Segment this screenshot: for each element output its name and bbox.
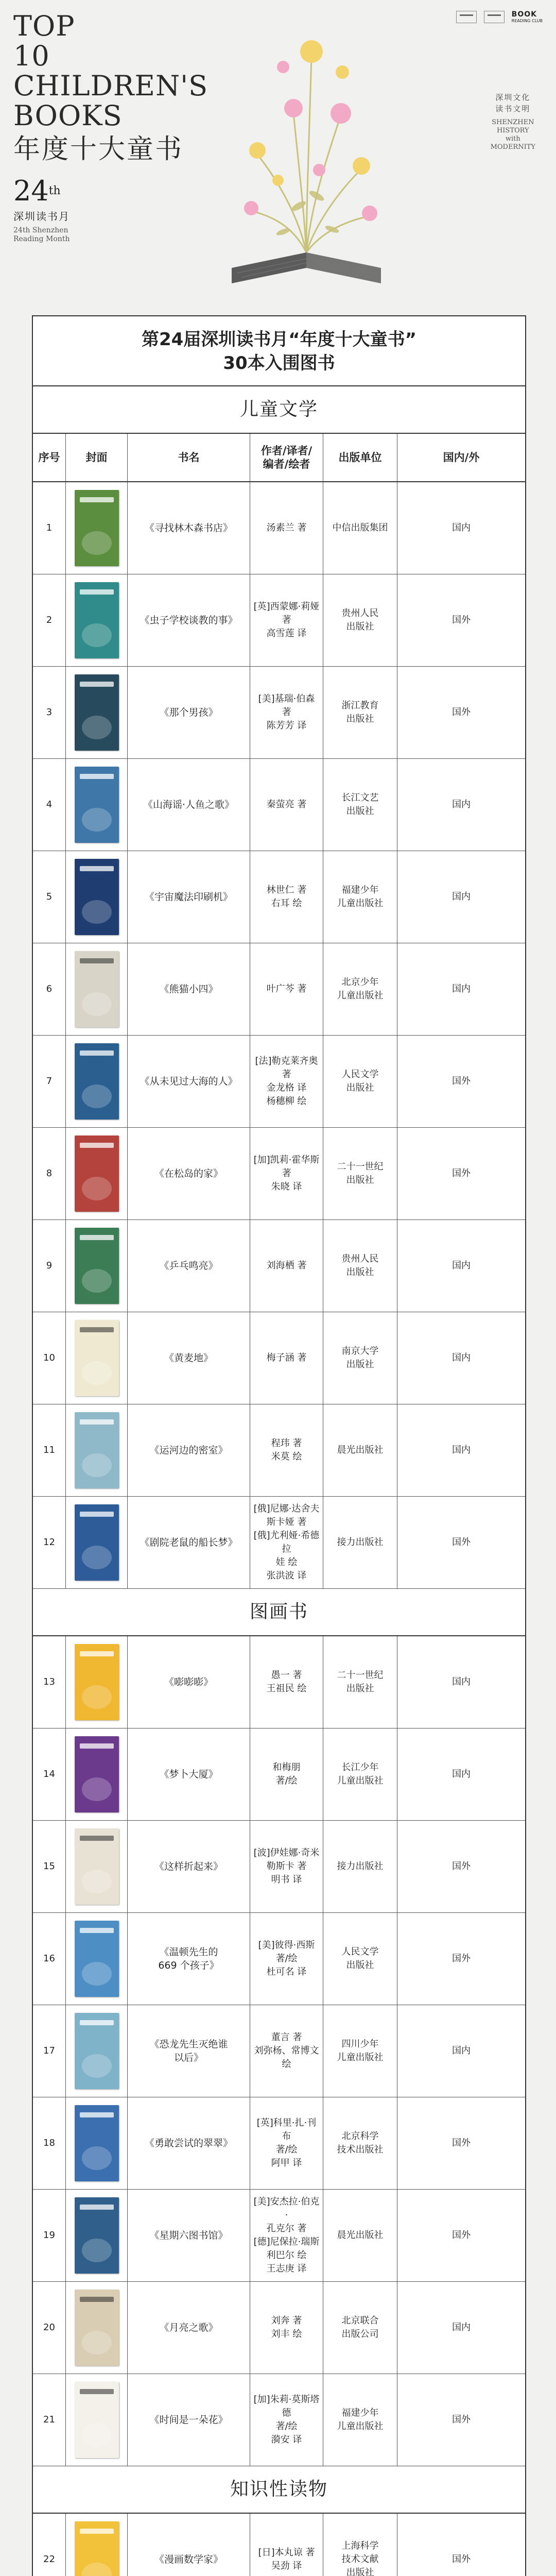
cell-publisher: 福建少年 儿童出版社 — [323, 851, 397, 943]
cell-cover — [66, 1497, 128, 1588]
table-row — [33, 2374, 525, 2466]
cell-author: [波]伊娃娜·奇米 勒斯卡 著 明书 译 — [250, 1821, 323, 1912]
title-en-line: 10 CHILDREN'S — [13, 40, 208, 102]
cell-region: 国内 — [452, 1260, 471, 1271]
table-title-line2: 30本入围图书 — [223, 353, 335, 374]
column-header-row — [33, 434, 525, 482]
title-en-line: TOP — [13, 10, 75, 42]
cell-author: [美]安杰拉·伯克· 孔克尔 著 [德]尼保拉·瑞斯 利巴尔 绘 王志庚 译 — [250, 2190, 323, 2281]
cell-cover — [66, 2005, 128, 2097]
edition-number-value: 24 — [13, 175, 49, 207]
table-row — [33, 1220, 525, 1312]
edition-number — [13, 176, 70, 206]
cell-cover — [66, 1913, 128, 2005]
cell-publisher: 人民文学 出版社 — [323, 1036, 397, 1127]
cell-publisher: 贵州人民 出版社 — [323, 1220, 397, 1312]
book-cover-image[interactable] — [75, 1736, 119, 1812]
cell-author: [加]凯莉·霍华斯 著 朱晓 译 — [250, 1128, 323, 1219]
table-row — [33, 1913, 525, 2005]
cell-number: 1 — [33, 482, 66, 574]
cell-region: 国内 — [452, 1445, 471, 1455]
cell-cover — [66, 759, 128, 851]
cell-publisher: 北京少年 儿童出版社 — [323, 943, 397, 1035]
table-row — [33, 2097, 525, 2190]
cell-title: 《虫子学校谈教的事》 — [128, 574, 250, 666]
book-cover-image[interactable] — [75, 2013, 119, 2089]
book-logo — [512, 10, 543, 23]
cell-title: 《那个男孩》 — [128, 667, 250, 758]
edition-en — [13, 226, 70, 244]
book-cover-image[interactable] — [75, 1921, 119, 1997]
cell-number: 11 — [33, 1404, 66, 1496]
book-cover-image[interactable] — [75, 767, 119, 843]
cell-number: 6 — [33, 943, 66, 1035]
slogan-en-line: HISTORY — [496, 127, 529, 134]
cell-number: 18 — [33, 2097, 66, 2189]
cell-region: 国内 — [452, 1769, 471, 1780]
cell-author: 刘奔 著 刘丰 绘 — [250, 2282, 323, 2374]
cell-author: 董言 著 刘弥杨、常博文 绘 — [250, 2005, 323, 2097]
col-region-header: 国内/外 — [443, 451, 480, 464]
book-cover-image[interactable] — [75, 2197, 119, 2274]
table-row — [33, 2190, 525, 2282]
cell-number: 22 — [33, 2514, 66, 2576]
cell-cover — [66, 943, 128, 1035]
slogan-en-line: with — [505, 135, 520, 143]
cell-author: [美]彼得·西斯 著/绘 杜可名 译 — [250, 1913, 323, 2005]
cell-region: 国外 — [452, 2554, 471, 2565]
cell-region: 国外 — [452, 2414, 471, 2425]
cell-number: 4 — [33, 759, 66, 851]
cell-number: 21 — [33, 2374, 66, 2466]
cell-author: 汤素兰 著 — [250, 482, 323, 574]
book-cover-image[interactable] — [75, 1136, 119, 1212]
flower-book-illustration-icon — [221, 10, 391, 299]
cell-region: 国外 — [452, 707, 471, 718]
cell-number: 12 — [33, 1497, 66, 1588]
title-en — [13, 11, 235, 131]
book-cover-image[interactable] — [75, 1412, 119, 1488]
table-row — [33, 2514, 525, 2576]
cell-author: [法]勒克莱齐奥 著 金龙格 译 杨穗柳 绘 — [250, 1036, 323, 1127]
book-cover-image[interactable] — [75, 1828, 119, 1905]
col-number-header: 序号 — [33, 434, 66, 481]
book-logo-sub: READING CLUB — [511, 19, 543, 23]
cell-publisher: 晨光出版社 — [323, 1404, 397, 1496]
cell-region: 国外 — [452, 1168, 471, 1179]
cell-cover — [66, 2190, 128, 2281]
shortlist-table — [32, 315, 526, 2576]
cell-region: 国外 — [452, 2138, 471, 2148]
cell-publisher: 接力出版社 — [323, 1821, 397, 1912]
cell-number: 19 — [33, 2190, 66, 2281]
cell-author: [美]基瑞·伯森 著 陈芳芳 译 — [250, 667, 323, 758]
table-row — [33, 1312, 525, 1404]
cell-title: 《漫画数学家》 — [128, 2514, 250, 2576]
slogan-en-line: SHENZHEN — [492, 118, 534, 126]
cell-publisher: 南京大学 出版社 — [323, 1312, 397, 1404]
cell-publisher: 四川少年 儿童出版社 — [323, 2005, 397, 2097]
table-row — [33, 667, 525, 759]
cell-region: 国外 — [452, 1076, 471, 1087]
cell-cover — [66, 1036, 128, 1127]
table-row — [33, 1128, 525, 1220]
slogan-cn-line: 深圳文化 — [495, 93, 531, 102]
cell-publisher: 长江少年 儿童出版社 — [323, 1728, 397, 1820]
organizer-logo-icon — [456, 11, 477, 23]
book-cover-image[interactable] — [75, 1043, 119, 1120]
cell-title: 《恐龙先生灭绝谁 以后》 — [128, 2005, 250, 2097]
cell-author: 梅子涵 著 — [250, 1312, 323, 1404]
book-cover-image[interactable] — [75, 2105, 119, 2181]
cell-cover — [66, 1220, 128, 1312]
cell-title: 《剧院老鼠的船长梦》 — [128, 1497, 250, 1588]
cell-author: 秦萤亮 著 — [250, 759, 323, 851]
book-cover-image[interactable] — [75, 2290, 119, 2366]
cell-publisher: 北京联合 出版公司 — [323, 2282, 397, 2374]
cell-author: 刘海栖 著 — [250, 1220, 323, 1312]
table-row — [33, 1404, 525, 1497]
table-row — [33, 1728, 525, 1821]
table-row — [33, 943, 525, 1036]
col-cover-header: 封面 — [66, 434, 128, 481]
title-en-line: BOOKS — [13, 99, 123, 132]
table-title-line1: 第24届深圳读书月“年度十大童书” — [141, 329, 416, 350]
cell-cover — [66, 1728, 128, 1820]
book-cover-image[interactable] — [75, 2382, 119, 2458]
cell-number: 17 — [33, 2005, 66, 2097]
col-title-header: 书名 — [128, 434, 250, 481]
edition-cn: 深圳读书月 — [13, 210, 70, 223]
cell-region: 国内 — [452, 1352, 471, 1363]
book-cover-image[interactable] — [75, 951, 119, 1027]
cell-cover — [66, 1128, 128, 1219]
cell-title: 《温顿先生的 669 个孩子》 — [128, 1913, 250, 2005]
cell-title: 《寻找林木森书店》 — [128, 482, 250, 574]
cell-cover — [66, 2097, 128, 2189]
cell-number: 5 — [33, 851, 66, 943]
cell-title: 《宇宙魔法印刷机》 — [128, 851, 250, 943]
cell-title: 《梦卜大厦》 — [128, 1728, 250, 1820]
cell-title: 《时间是一朵花》 — [128, 2374, 250, 2466]
cell-title: 《这样折起来》 — [128, 1821, 250, 1912]
slogan-en — [491, 118, 535, 151]
book-cover-image[interactable] — [75, 582, 119, 658]
cell-cover — [66, 482, 128, 574]
col-publisher-header: 出版单位 — [323, 434, 397, 481]
cell-region: 国内 — [452, 1676, 471, 1687]
cell-cover — [66, 851, 128, 943]
book-cover-image[interactable] — [75, 1228, 119, 1304]
cell-author: 叶广芩 著 — [250, 943, 323, 1035]
cell-publisher: 中信出版集团 — [323, 482, 397, 574]
book-cover-image[interactable] — [75, 859, 119, 935]
book-logo-text: BOOK — [511, 10, 537, 19]
table-row — [33, 2005, 525, 2097]
table-row — [33, 482, 525, 574]
table-sections — [33, 386, 525, 2576]
cell-number: 9 — [33, 1220, 66, 1312]
cell-cover — [66, 1821, 128, 1912]
cell-number: 16 — [33, 1913, 66, 2005]
cell-region: 国外 — [452, 615, 471, 625]
book-cover-image[interactable] — [75, 490, 119, 566]
cell-title: 《熊猫小四》 — [128, 943, 250, 1035]
cell-title: 《从未见过大海的人》 — [128, 1036, 250, 1127]
book-cover-image[interactable] — [75, 1320, 119, 1396]
section-heading: 知识性读物 — [33, 2466, 525, 2514]
cell-author: [英]西蒙娜·莉娅 著 高雪莲 译 — [250, 574, 323, 666]
cell-title: 《运河边的密室》 — [128, 1404, 250, 1496]
cell-region: 国内 — [452, 2322, 471, 2333]
cell-publisher: 贵州人民 出版社 — [323, 574, 397, 666]
cell-publisher: 二十一世纪 出版社 — [323, 1128, 397, 1219]
cell-publisher: 浙江教育 出版社 — [323, 667, 397, 758]
edition-block — [13, 176, 70, 244]
table-row — [33, 1036, 525, 1128]
cell-publisher: 北京科学 技术出版社 — [323, 2097, 397, 2189]
slogan — [491, 92, 535, 151]
cell-region: 国内 — [452, 2045, 471, 2056]
cell-cover — [66, 2374, 128, 2466]
table-row — [33, 851, 525, 943]
cell-region: 国外 — [452, 2230, 471, 2241]
slogan-cn-line: 读书文明 — [495, 104, 531, 113]
cell-publisher: 晨光出版社 — [323, 2190, 397, 2281]
cell-region: 国外 — [452, 1537, 471, 1548]
cell-region: 国内 — [452, 799, 471, 810]
cell-number: 7 — [33, 1036, 66, 1127]
cell-publisher: 上海科学 技术文献 出版社 — [323, 2514, 397, 2576]
section-heading: 儿童文学 — [33, 386, 525, 434]
cell-number: 20 — [33, 2282, 66, 2374]
book-cover-image[interactable] — [75, 1644, 119, 1720]
cell-cover — [66, 667, 128, 758]
cell-author: 程玮 著 米莫 绘 — [250, 1404, 323, 1496]
cell-number: 15 — [33, 1821, 66, 1912]
cell-title: 《星期六图书馆》 — [128, 2190, 250, 2281]
cell-cover — [66, 574, 128, 666]
table-row — [33, 1821, 525, 1913]
top-logos — [456, 10, 543, 23]
table-row — [33, 1497, 525, 1589]
cell-region: 国内 — [452, 984, 471, 994]
cell-title: 《乒乓鸣亮》 — [128, 1220, 250, 1312]
cell-publisher: 福建少年 儿童出版社 — [323, 2374, 397, 2466]
cell-region: 国内 — [452, 522, 471, 533]
table-row — [33, 2282, 525, 2374]
cell-title: 《在松岛的家》 — [128, 1128, 250, 1219]
cell-number: 13 — [33, 1636, 66, 1728]
edition-en-line: Reading Month — [13, 235, 70, 243]
cell-publisher: 长江文艺 出版社 — [323, 759, 397, 851]
cell-title: 《嘭嘭嘭》 — [128, 1636, 250, 1728]
cell-number: 8 — [33, 1128, 66, 1219]
cell-author: [英]科里·扎·刊布 著/绘 阿甲 译 — [250, 2097, 323, 2189]
cell-author: [加]朱莉·莫斯塔德 著/绘 漪安 译 — [250, 2374, 323, 2466]
cell-author: [俄]尼娜·达舍夫 斯卡娅 著 [俄]尤利娅·希德拉 娃 绘 张洪波 译 — [250, 1497, 323, 1588]
cell-author: 和梅朋 著/绘 — [250, 1728, 323, 1820]
cell-cover — [66, 1636, 128, 1728]
title-block — [13, 11, 235, 166]
cell-region: 国外 — [452, 1953, 471, 1964]
cell-title: 《山海谣·人鱼之歌》 — [128, 759, 250, 851]
title-cn: 年度十大童书 — [13, 134, 184, 165]
cell-number: 10 — [33, 1312, 66, 1404]
cell-title: 《月亮之歌》 — [128, 2282, 250, 2374]
edition-en-line: 24th Shenzhen — [13, 226, 68, 234]
book-cover-image[interactable] — [75, 1504, 119, 1581]
cell-cover — [66, 1404, 128, 1496]
cell-cover — [66, 1312, 128, 1404]
cell-publisher: 人民文学 出版社 — [323, 1913, 397, 2005]
table-row — [33, 759, 525, 851]
cell-region: 国内 — [452, 891, 471, 902]
cell-publisher: 二十一世纪 出版社 — [323, 1636, 397, 1728]
cell-number: 14 — [33, 1728, 66, 1820]
book-cover-image[interactable] — [75, 674, 119, 751]
cell-author: 林世仁 著 右耳 绘 — [250, 851, 323, 943]
slogan-en-line: MODERNITY — [490, 143, 535, 151]
cell-author: 愚一 著 王祖民 绘 — [250, 1636, 323, 1728]
book-cover-image[interactable] — [75, 2521, 119, 2576]
cell-number: 2 — [33, 574, 66, 666]
table-row — [33, 574, 525, 667]
cell-cover — [66, 2282, 128, 2374]
slogan-cn — [491, 92, 535, 114]
cell-publisher: 接力出版社 — [323, 1497, 397, 1588]
cell-title: 《勇敢尝试的翠翠》 — [128, 2097, 250, 2189]
cell-title: 《黄麦地》 — [128, 1312, 250, 1404]
cell-cover — [66, 2514, 128, 2576]
cell-region: 国外 — [452, 1861, 471, 1872]
table-row — [33, 1636, 525, 1728]
table-title — [33, 316, 525, 386]
edition-suffix: th — [48, 184, 61, 197]
cell-number: 3 — [33, 667, 66, 758]
poster-header — [0, 0, 556, 309]
cell-author: [日]本丸谅 著 吴劲 译 — [250, 2514, 323, 2576]
partner-logo-icon — [484, 11, 505, 23]
section-heading: 图画书 — [33, 1589, 525, 1636]
col-author-header: 作者/译者/ 编者/绘者 — [250, 434, 323, 481]
